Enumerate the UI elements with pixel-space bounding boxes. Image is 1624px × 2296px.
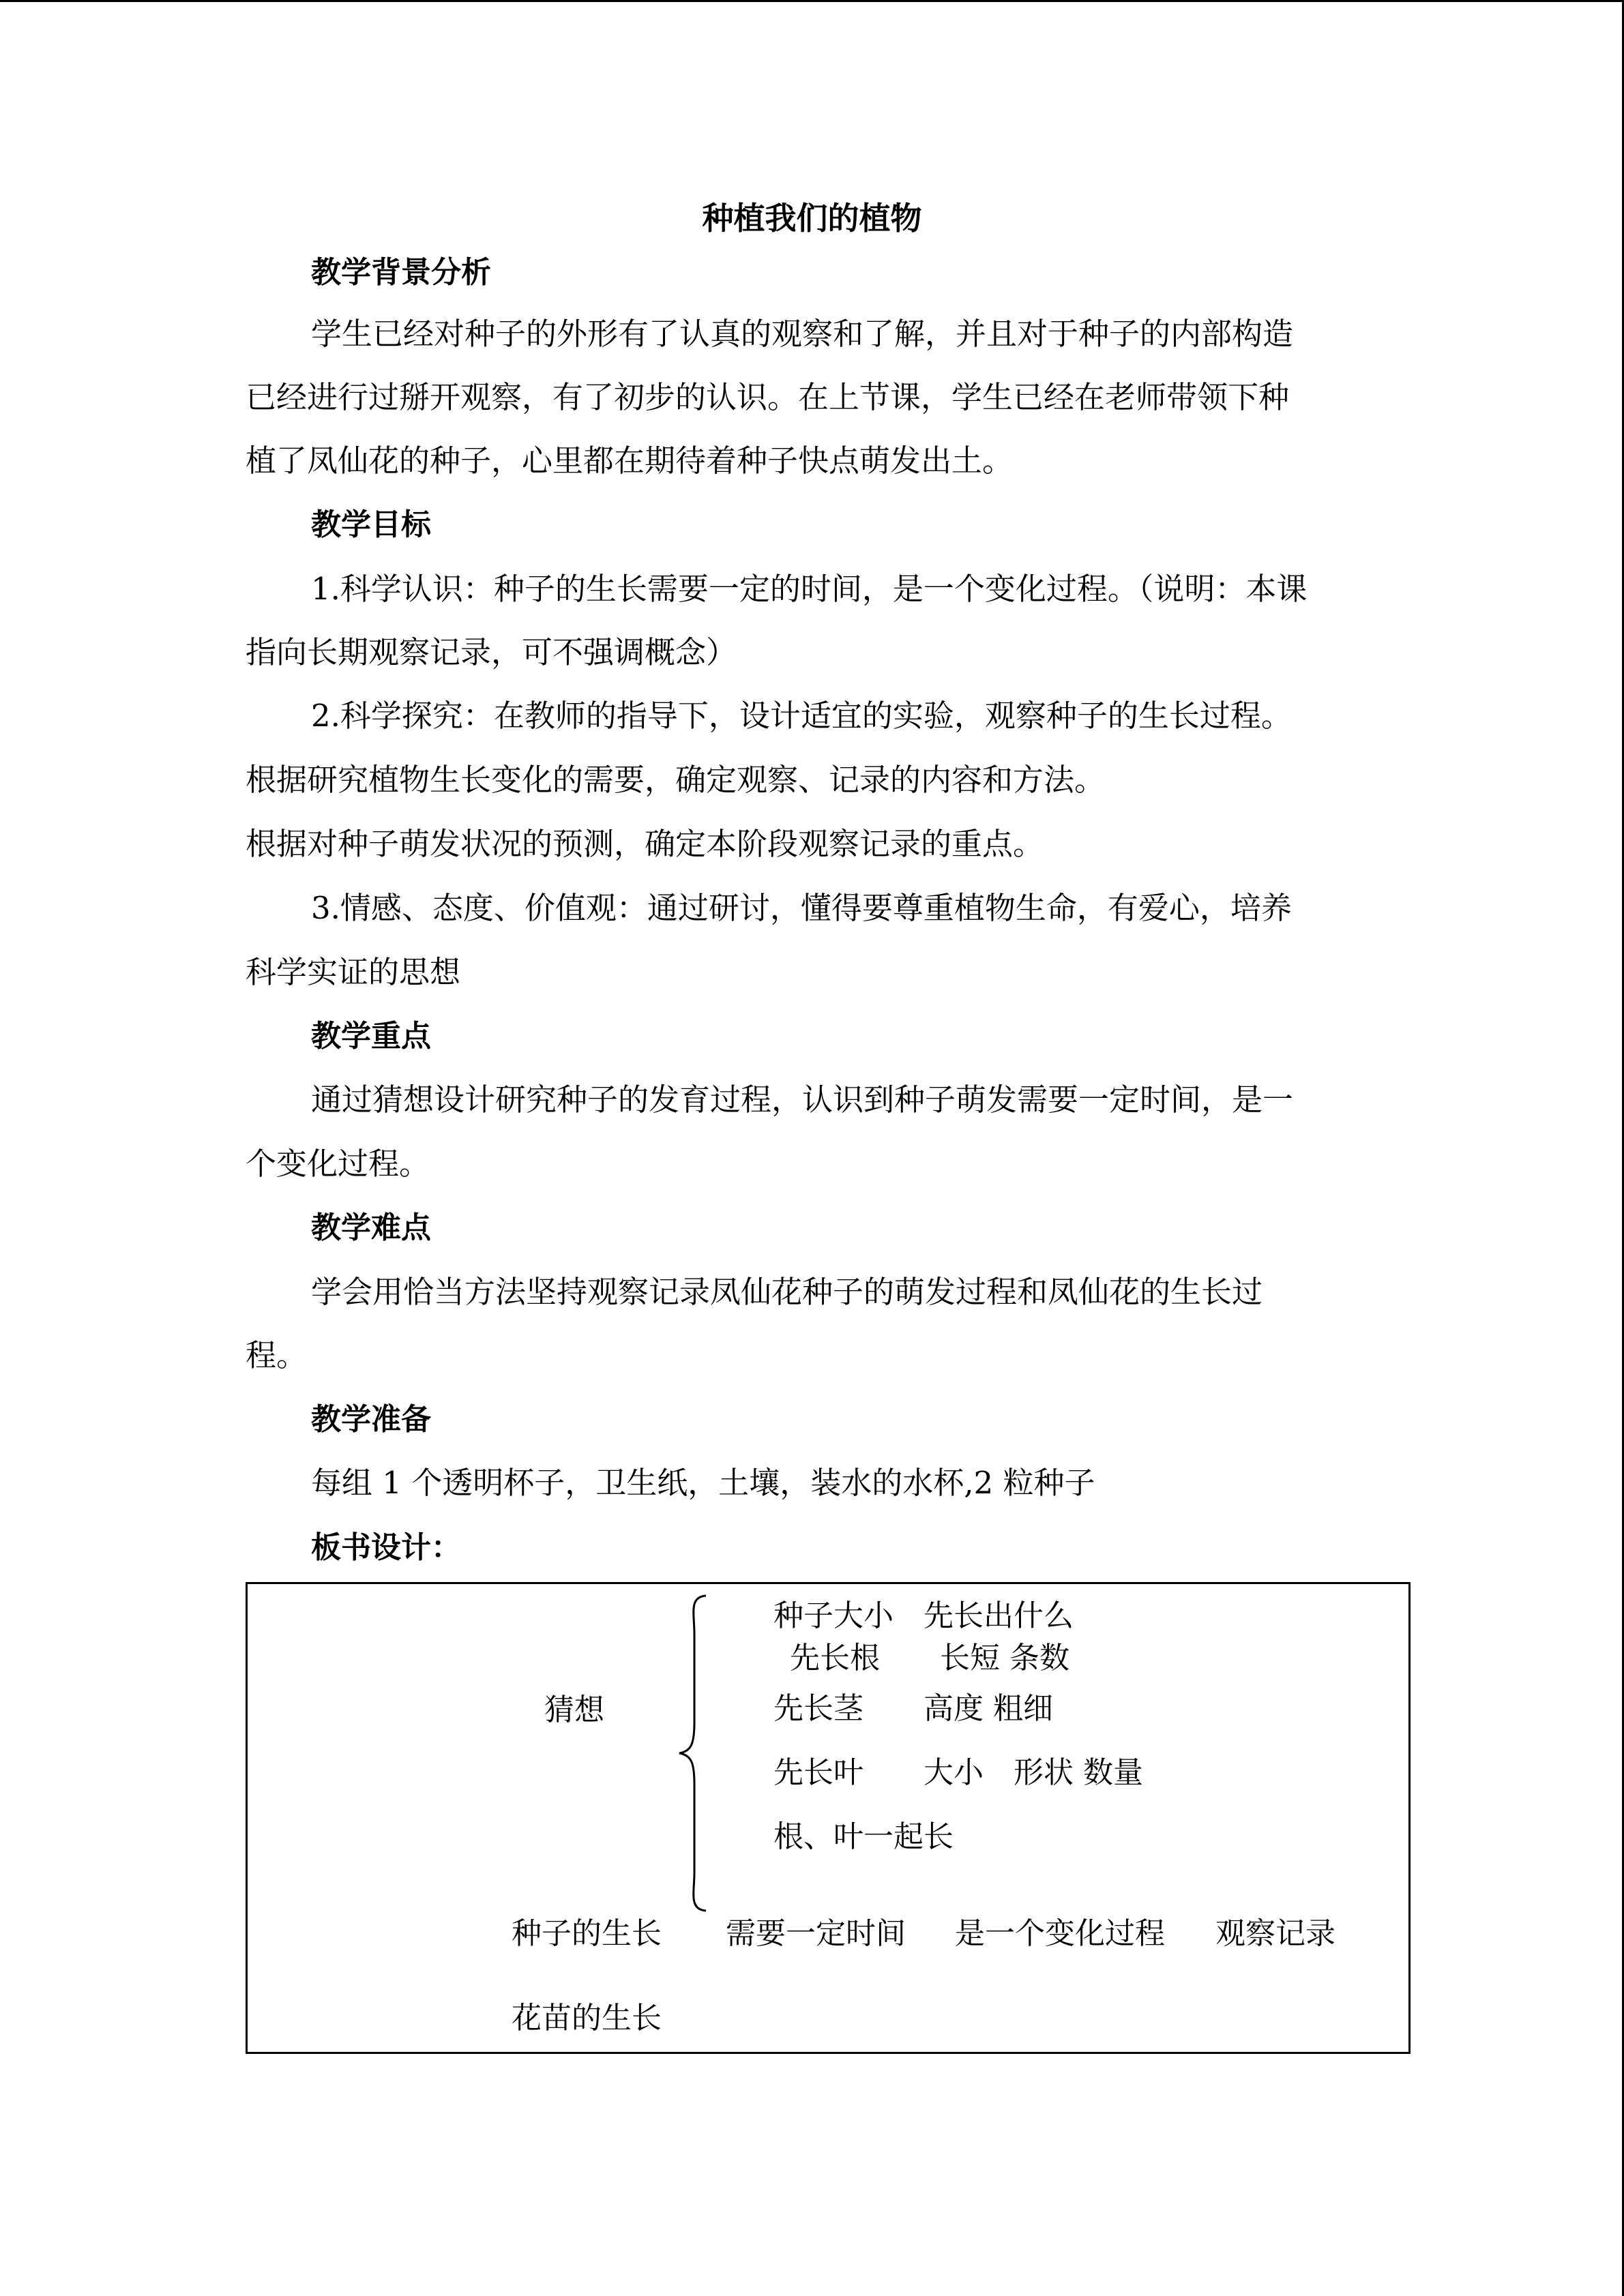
- goals-line-6: 3.情感、态度、价值观：通过研讨，懂得要尊重植物生命，有爱心，培养: [311, 890, 1292, 926]
- board-seedling-growth-label: 花苗的生长: [512, 2001, 662, 2036]
- goals-line-2: 指向长期观察记录，可不强调概念）: [246, 634, 737, 670]
- background-line-3: 植了凤仙花的种子，心里都在期待着种子快点萌发出土。: [246, 443, 1014, 479]
- board-guess-item-1: 种子大小 先长出什么: [773, 1598, 1074, 1633]
- goals-line-3: 2.科学探究：在教师的指导下，设计适宜的实验，观察种子的生长过程。: [311, 698, 1292, 734]
- board-guess-item-3: 先长茎 高度 粗细: [773, 1691, 1053, 1726]
- heading-difficulties: 教学难点: [311, 1210, 431, 1245]
- heading-preparation: 教学准备: [311, 1402, 431, 1437]
- goals-line-7: 科学实证的思想: [246, 954, 461, 990]
- goals-line-5: 根据对种子萌发状况的预测，确定本阶段观察记录的重点。: [246, 826, 1044, 862]
- key-points-line-1: 通过猜想设计研究种子的发育过程，认识到种子萌发需要一定时间，是一: [311, 1082, 1294, 1118]
- board-guess-label: 猜想: [544, 1693, 604, 1727]
- board-guess-item-2: 先长根 长短 条数: [790, 1641, 1069, 1675]
- background-line-1: 学生已经对种子的外形有了认真的观察和了解，并且对于种子的内部构造: [311, 316, 1294, 352]
- goals-line-1: 1.科学认识：种子的生长需要一定的时间，是一个变化过程。（说明：本课: [311, 571, 1308, 607]
- goals-line-4: 根据研究植物生长变化的需要，确定观察、记录的内容和方法。: [246, 762, 1106, 798]
- board-guess-item-5: 根、叶一起长: [773, 1819, 954, 1854]
- heading-board-design: 板书设计：: [311, 1530, 461, 1565]
- board-change-process: 是一个变化过程: [955, 1916, 1165, 1951]
- preparation-line-1: 每组 1 个透明杯子，卫生纸，土壤，装水的水杯,2 粒种子: [311, 1465, 1095, 1501]
- difficulties-line-2: 程。: [246, 1337, 308, 1373]
- board-guess-item-4: 先长叶 大小 形状 数量: [773, 1755, 1143, 1790]
- heading-key-points: 教学重点: [311, 1019, 431, 1054]
- key-points-line-2: 个变化过程。: [246, 1146, 430, 1182]
- board-need-time: 需要一定时间: [726, 1916, 906, 1951]
- curly-brace-icon: [675, 1593, 716, 1913]
- document-title: 种植我们的植物: [702, 200, 922, 237]
- board-observation-record: 观察记录: [1215, 1916, 1335, 1951]
- background-line-2: 已经进行过掰开观察，有了初步的认识。在上节课，学生已经在老师带领下种: [246, 379, 1290, 415]
- heading-goals: 教学目标: [311, 507, 431, 542]
- heading-background: 教学背景分析: [311, 255, 491, 290]
- difficulties-line-1: 学会用恰当方法坚持观察记录凤仙花种子的萌发过程和凤仙花的生长过: [311, 1274, 1263, 1310]
- board-seed-growth-label: 种子的生长: [512, 1916, 662, 1951]
